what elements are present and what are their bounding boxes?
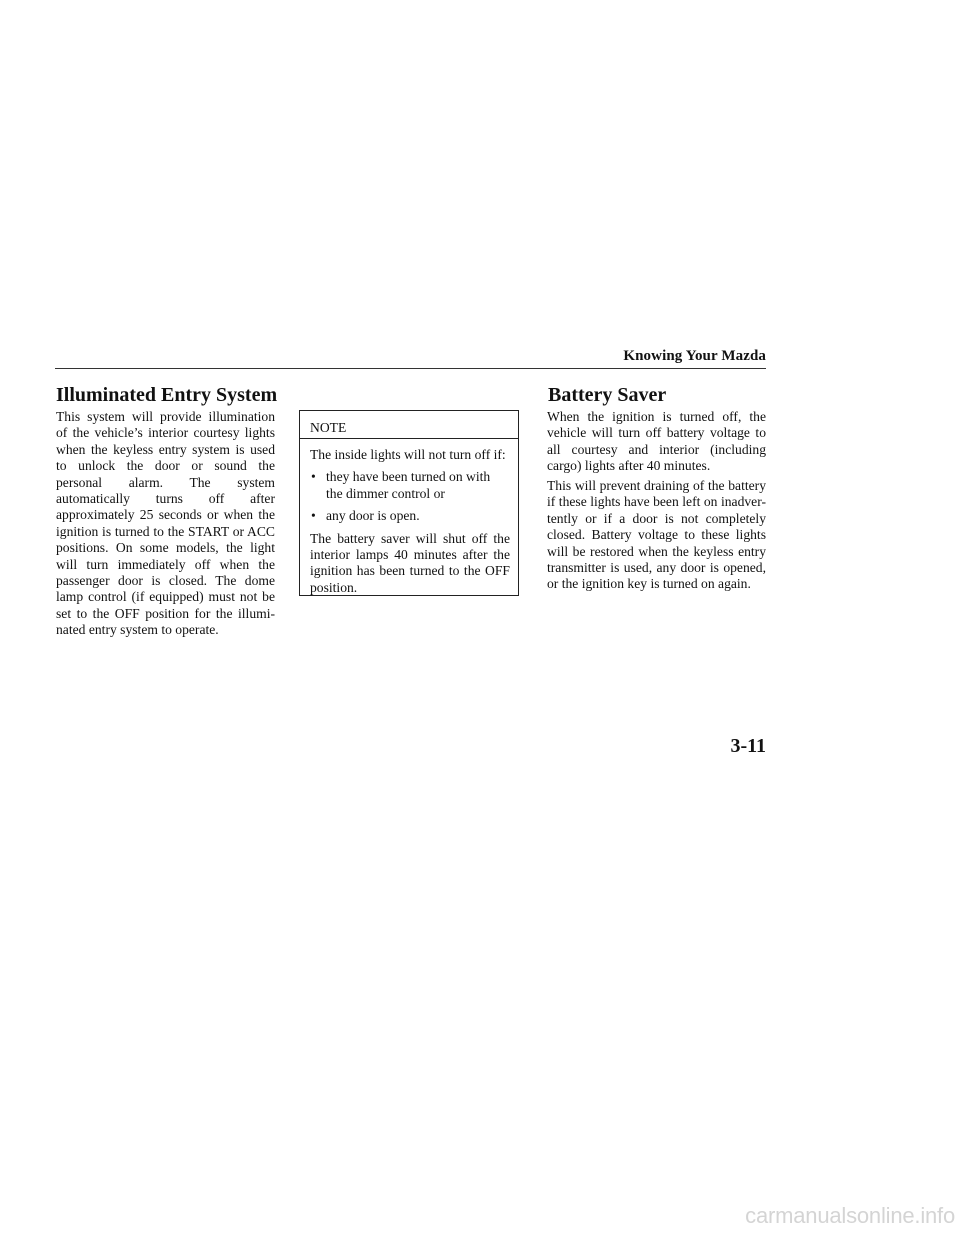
section-title-battery-saver: Battery Saver [548, 384, 667, 406]
note-list-item [310, 508, 510, 524]
battery-saver-paragraph: This will prevent draining of the battery if these lights have been left on inadver-tently or if a door is not completely closed. Battery voltage to these lights will be restored when the keyless entry transmitter is used, any door is opened, or the ignition key is turned on again. [547, 478, 766, 592]
note-item-text: they have been turned on with the dimmer control or [326, 469, 491, 501]
page-number: 3-11 [730, 735, 766, 757]
header-rule [55, 368, 766, 369]
note-closing: The battery saver will shut off the interior lamps 40 minutes after the ignition has been turned to the OFF position. [310, 530, 510, 595]
running-header: Knowing Your Mazda [623, 348, 766, 364]
note-content [300, 439, 518, 596]
note-item-text: any door is open. [326, 508, 420, 524]
note-list-item [310, 469, 510, 502]
bullet-icon: • [311, 508, 316, 524]
note-list [310, 469, 510, 524]
watermark-text: carmanualsonline.info [745, 1203, 955, 1228]
bullet-icon: • [311, 469, 316, 485]
note-intro: The inside lights will not turn off if: [310, 447, 506, 462]
section-title-illuminated-entry: Illuminated Entry System [56, 384, 278, 406]
battery-saver-paragraph: When the ignition is turned off, the vehicle will turn off battery voltage to all courtesy and interior (including cargo) lights after 40 minutes. [547, 409, 766, 474]
note-box [299, 410, 519, 596]
note-heading: NOTE [300, 411, 518, 439]
illuminated-entry-body: This system will provide illumination of the vehicle’s interior courtesy lights when the keyless entry system is used to unlock the door or sound the personal alarm. The system automatically turns off after approximately 25 seconds or when the ignition is turned to the START or ACC positions. On some models, the light will turn immediately off when the passenger door is closed. The dome lamp control (if equipped) must not be set to the OFF position for the illumi-nated entry system to operate. [56, 409, 275, 638]
